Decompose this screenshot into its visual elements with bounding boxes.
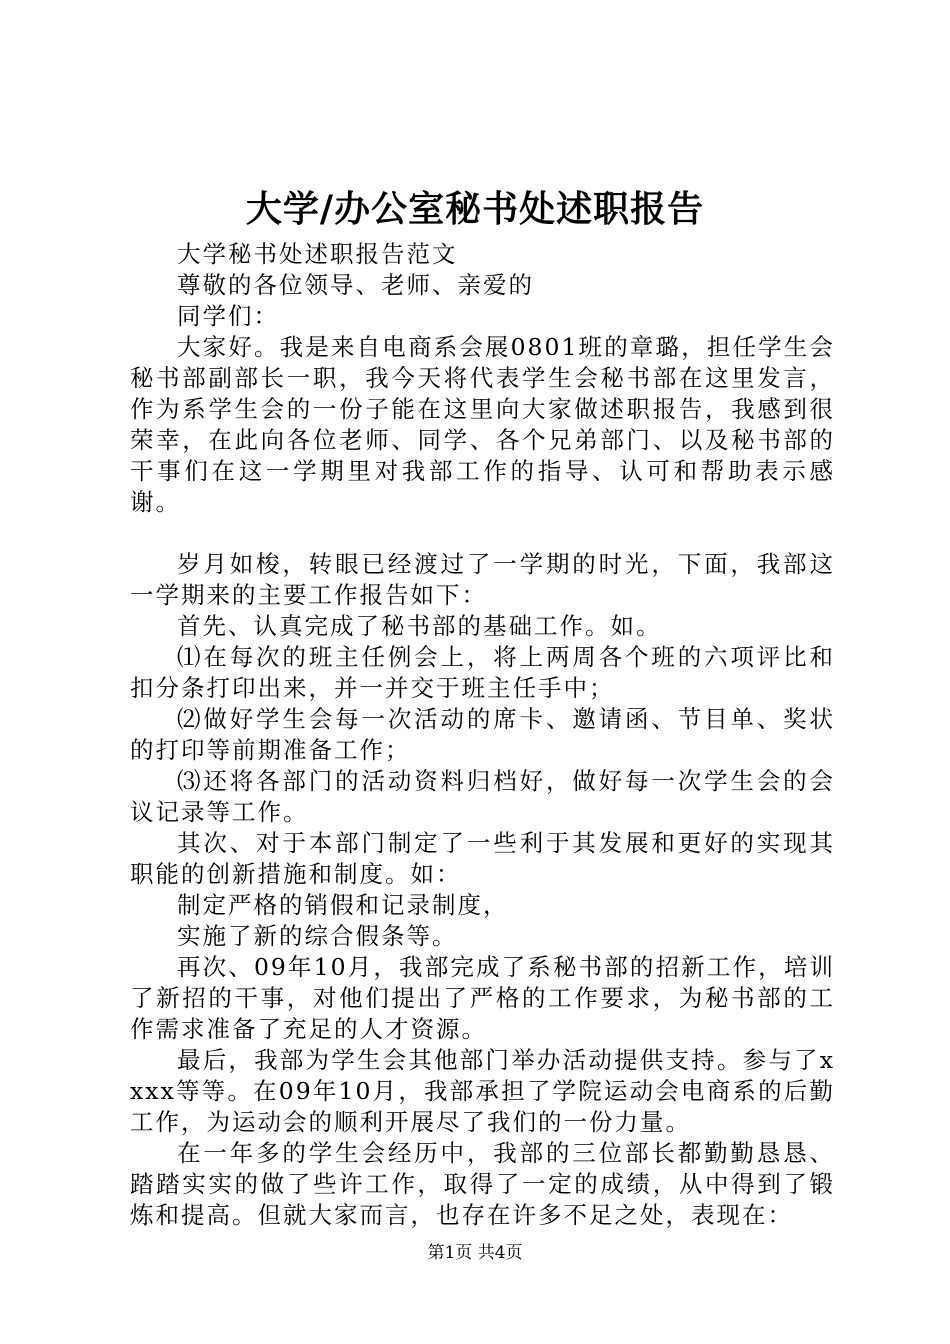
list-item: ⑵做好学生会每一次活动的席卡、邀请函、节目单、奖状的打印等前期准备工作； bbox=[130, 705, 835, 764]
blank-line bbox=[130, 518, 835, 549]
paragraph: 实施了新的综合假条等。 bbox=[177, 922, 458, 950]
paragraph: 最后，我部为学生会其他部门举办活动提供支持。参与了xxxx等等。在09年10月，我部承担了学院运动会电商系的后勤工作，为运动会的顺利开展尽了我们的一份力量。 bbox=[130, 1046, 835, 1136]
paragraph: 大家好。我是来自电商系会展0801班的章璐，担任学生会秘书部副部长一职，我今天将代表学生会秘书部在这里发言，作为系学生会的一份子能在这里向大家做述职报告，我感到很荣幸，在此向各位老师、同学、各个兄弟部门、以及秘书部的干事们在这一学期里对我部工作的指导、认可和帮助表示感谢。 bbox=[130, 333, 835, 516]
paragraph: 岁月如梭，转眼已经渡过了一学期的时光，下面，我部这一学期来的主要工作报告如下： bbox=[130, 550, 835, 609]
paragraph: 首先、认真完成了秘书部的基础工作。如。 bbox=[177, 612, 662, 640]
document-title: 大学/办公室秘书处述职报告 bbox=[245, 188, 705, 230]
paragraph: 大学秘书处述职报告范文 bbox=[177, 240, 458, 268]
document-body bbox=[130, 239, 835, 1231]
paragraph: 再次、09年10月，我部完成了系秘书部的招新工作，培训了新招的干事，对他们提出了严格的工作要求，为秘书部的工作需求准备了充足的人才资源。 bbox=[130, 953, 835, 1043]
list-item: ⑴在每次的班主任例会上，将上两周各个班的六项评比和扣分条打印出来，并一并交于班主任手中； bbox=[130, 643, 835, 702]
paragraph: 制定严格的销假和记录制度， bbox=[177, 891, 509, 919]
paragraph: 尊敬的各位领导、老师、亲爱的 bbox=[177, 271, 534, 299]
list-item: ⑶还将各部门的活动资料归档好，做好每一次学生会的会议记录等工作。 bbox=[130, 767, 835, 826]
paragraph: 同学们： bbox=[177, 302, 279, 330]
paragraph: 其次、对于本部门制定了一些利于其发展和更好的实现其职能的创新措施和制度。如： bbox=[130, 829, 835, 888]
page-footer: 第1页 共4页 bbox=[427, 1243, 523, 1263]
paragraph: 在一年多的学生会经历中，我部的三位部长都勤勤恳恳、踏踏实实的做了些许工作，取得了一定的成绩，从中得到了锻炼和提高。但就大家而言，也存在许多不足之处，表现在： bbox=[130, 1139, 835, 1229]
